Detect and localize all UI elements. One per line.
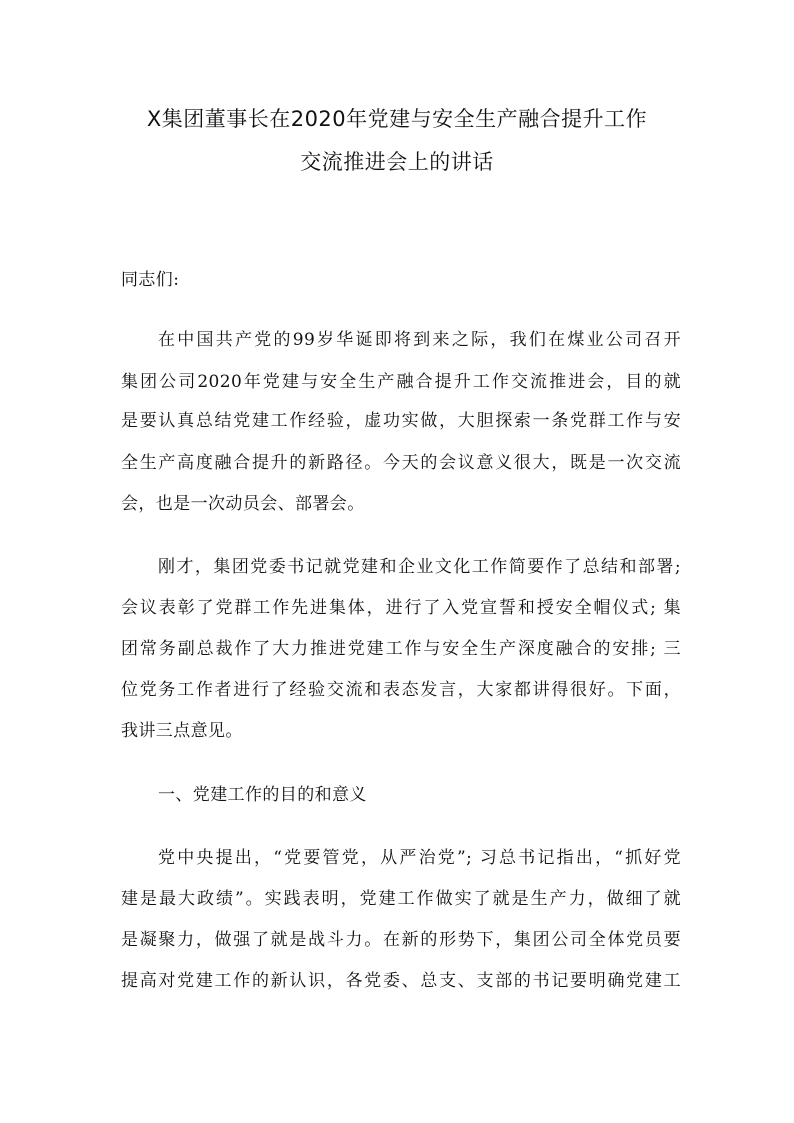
paragraph-1-line-1: 在中国共产党的99岁华诞即将到来之际，我们在煤业公司召开 — [158, 330, 681, 350]
greeting: 同志们: — [121, 270, 180, 290]
paragraph-1-line-5: 会，也是一次动员会、部署会。 — [121, 494, 365, 514]
paragraph-3-line-3: 是凝聚力，做强了就是战斗力。在新的形势下，集团公司全体党员要 — [121, 930, 681, 950]
paragraph-1-line-4: 全生产高度融合提升的新路径。今天的会议意义很大，既是一次交流 — [121, 453, 681, 473]
paragraph-1-line-3: 是要认真总结党建工作经验，虚功实做，大胆探索一条党群工作与安 — [121, 411, 681, 431]
paragraph-3-line-1: 党中央提出，“党要管党，从严治党”; 习总书记指出，“抓好党 — [158, 848, 681, 868]
section-heading-1: 一、党建工作的目的和意义 — [158, 785, 367, 805]
paragraph-2-line-5: 我讲三点意见。 — [121, 721, 243, 741]
paragraph-1-line-2: 集团公司2020年党建与安全生产融合提升工作交流推进会，目的就 — [121, 372, 681, 392]
document-title-line-1: X集团董事长在2020年党建与安全生产融合提升工作 — [146, 107, 648, 131]
document-title-line-2: 交流推进会上的讲话 — [300, 150, 494, 174]
paragraph-2-line-2: 会议表彰了党群工作先进集体，进行了入党宣誓和授安全帽仪式; 集 — [121, 598, 681, 618]
paragraph-2-line-4: 位党务工作者进行了经验交流和表态发言，大家都讲得很好。下面， — [121, 680, 681, 700]
paragraph-3-line-2: 建是最大政绩”。实践表明，党建工作做实了就是生产力，做细了就 — [121, 889, 681, 909]
paragraph-3-line-4: 提高对党建工作的新认识，各党委、总支、支部的书记要明确党建工 — [121, 971, 681, 991]
paragraph-2-line-3: 团常务副总裁作了大力推进党建工作与安全生产深度融合的安排; 三 — [121, 639, 681, 659]
paragraph-2-line-1: 刚才，集团党委书记就党建和企业文化工作简要作了总结和部署; — [158, 557, 681, 577]
